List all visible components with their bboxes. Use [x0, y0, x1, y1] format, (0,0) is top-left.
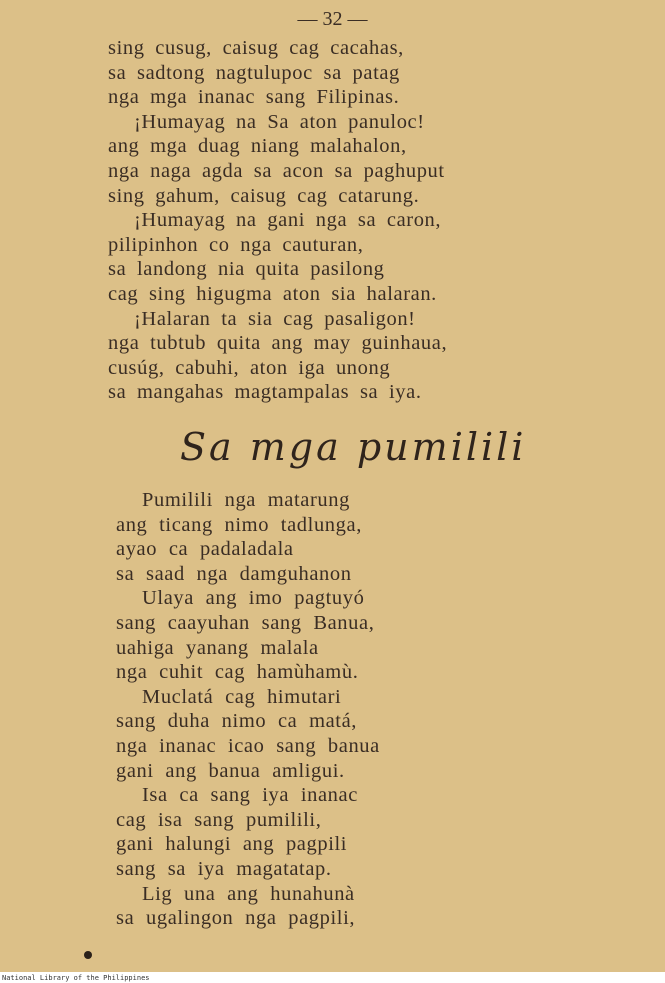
poem-line: sing gahum, caisug cag catarung. [108, 184, 420, 207]
poem-stanza-lower [116, 488, 616, 931]
poem-line: ayao ca padaladala [116, 538, 294, 561]
poem-line: cusúg, cabuhi, aton iga unong [108, 356, 391, 379]
poem-line: Lig una ang hunahunà [142, 882, 355, 905]
ink-spot [84, 951, 92, 959]
poem-line: ¡Halaran ta sia cag pasaligon! [134, 307, 416, 330]
poem-line: sang sa iya magatatap. [116, 857, 332, 880]
poem-line: Muclatá cag himutari [142, 685, 342, 708]
poem-line: nga tubtub quita ang may guinhaua, [108, 332, 448, 355]
poem-line: ang mga duag niang malahalon, [108, 135, 407, 158]
poem-line: nga naga agda sa acon sa paghuput [108, 159, 445, 182]
poem-stanza-upper [108, 36, 628, 405]
poem-line: sa ugalingon nga pagpili, [116, 907, 356, 930]
poem-line: uahiga yanang malala [116, 636, 319, 659]
page-number: — 32 — [297, 8, 368, 30]
poem-line: sa mangahas magtampalas sa iya. [108, 381, 422, 404]
poem-line: sa saad nga damguhanon [116, 562, 352, 585]
poem-line: cag isa sang pumilili, [116, 808, 322, 831]
poem-line: gani ang banua amligui. [116, 759, 345, 782]
poem-line: sang caayuhan sang Banua, [116, 611, 375, 634]
poem-line: ang ticang nimo tadlunga, [116, 513, 362, 536]
poem-line: sang duha nimo ca matá, [116, 710, 358, 733]
poem-line: pilipinhon co nga cauturan, [108, 233, 364, 256]
poem-line: ¡Humayag na Sa aton panuloc! [134, 110, 425, 133]
poem-line: ¡Humayag na gani nga sa caron, [134, 209, 442, 232]
poem-line: sa landong nia quita pasilong [108, 258, 385, 281]
poem-line: Pumilili nga matarung [142, 489, 350, 511]
poem-line: nga mga inanac sang Filipinas. [108, 86, 400, 109]
poem-line: sing cusug, caisug cag cacahas, [108, 37, 404, 59]
poem-line: Ulaya ang imo pagtuyó [142, 587, 365, 610]
poem-line: Isa ca sang iya inanac [142, 784, 358, 807]
poem-line: nga inanac icao sang banua [116, 734, 380, 757]
poem-line: gani halungi ang pagpili [116, 833, 348, 856]
poem-line: sa sadtong nagtulupoc sa patag [108, 61, 400, 84]
poem-line: nga cuhit cag hamùhamù. [116, 661, 359, 684]
library-footer: National Library of the Philippines [2, 974, 150, 982]
section-title: Sa mga pumilili [180, 425, 527, 469]
poem-line: cag sing higugma aton sia halaran. [108, 282, 437, 305]
